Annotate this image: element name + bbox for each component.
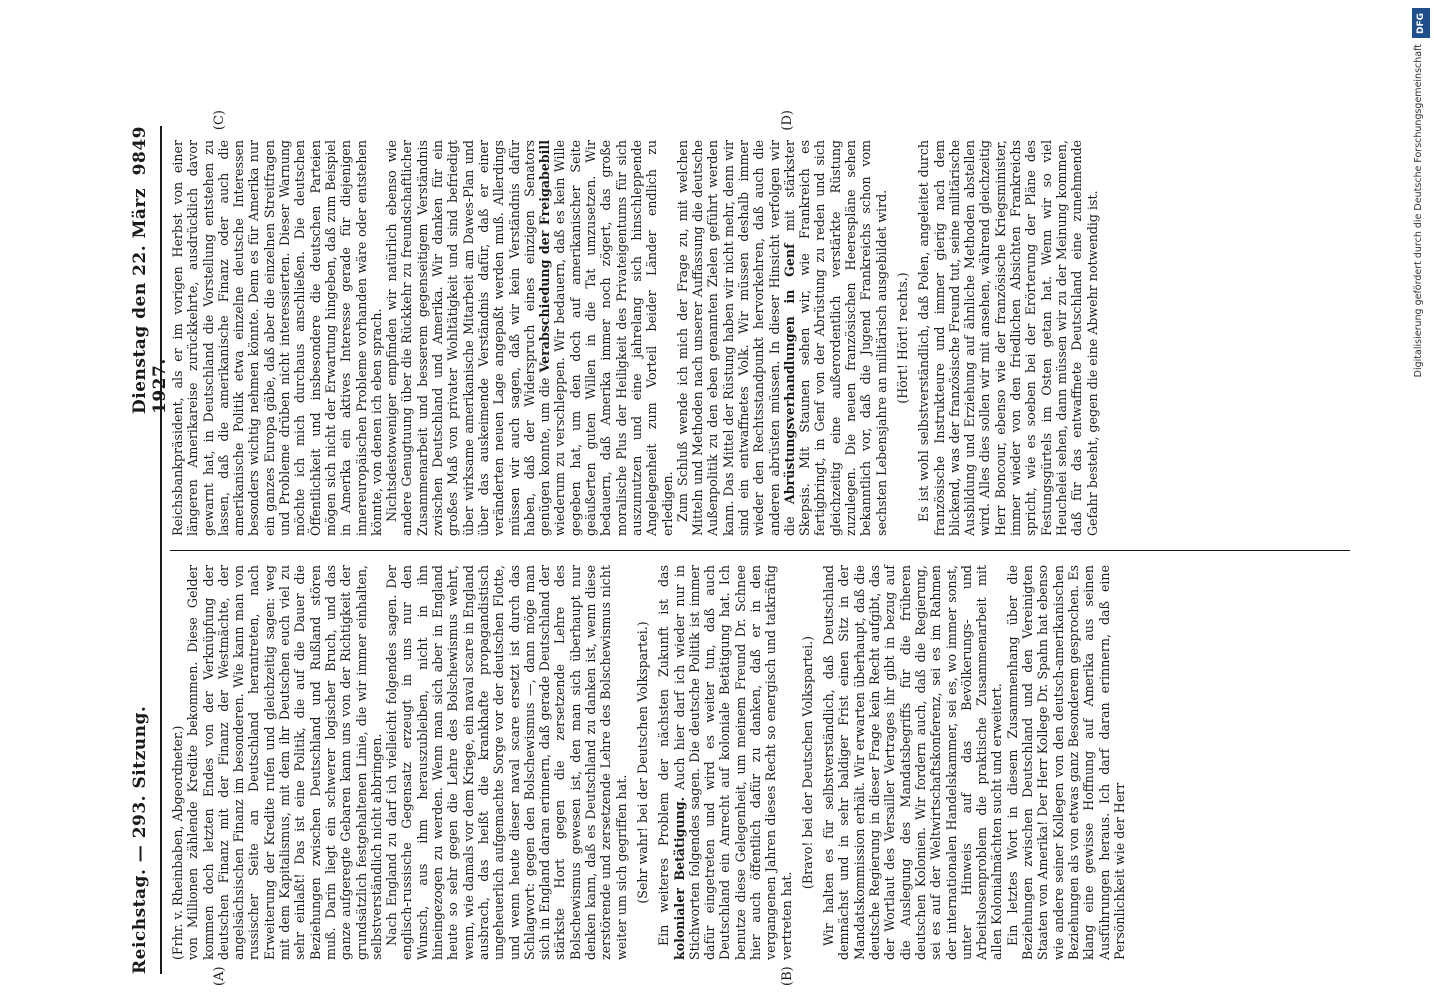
paragraph: Zum Schluß wende ich mich der Frage zu, mit welchen Mitteln und Methoden nach unserer Auffassung die deutsche Außenpolitik zu den eben genannten Zielen geführt werden kann. Das Mittel der Rüstung haben wir nicht mehr, denn wir sind ein entwaffnetes Volk. Wir müssen deshalb immer wieder den Rechtsstandpunkt hervorkehren, daß auch die anderen abrüsten müssen. In dieser Hinsicht verfolgen wir die Abrüstungsverhandlungen in Genf mit stärkster Skepsis. Mit Staunen sehen wir, wie Frankreich es fertigbringt, in Genf von der Abrüstung zu reden und sich gleichzeitig eine außerordentlich verstärkte Rüstung zuzulegen. Die neuen französischen Heerespläne sehen bekanntlich vor, daß die Jugend Frankreichs schon vom sechsten Lebensjahre an militärisch ausgebildet wird. — [674, 140, 889, 536]
margin-marker-d: (D) — [780, 110, 795, 131]
page-number: 9849 — [130, 126, 150, 176]
text-columns — [170, 126, 1350, 974]
interjection: (Sehr wahr! bei der Deutschen Volkspartei.) — [634, 621, 650, 904]
right-column — [170, 126, 1350, 550]
paragraph: Reichsbankpräsident, als er im vorigen Herbst von einer längeren Amerikareise zurückkehrte, ausdrücklich davor gewarnt hat, in Deutschland die Vorstellung entstehen zu lassen, daß die amerikanische Finanz oder auch die amerikanische Politik etwa einzelne deutsche Interessen besonders wichtig nehmen könnte. Denn es für Amerika nur ein ganzes Europa gäbe, daß aber die einzelnen Streitfragen und Probleme drüben nicht interessierten. Dieser Warnung möchte ich mich durchaus anschließen. Die deutschen Öffentlichkeit und insbesondere die deutschen Parteien mögen sich nicht der Erwartung hingeben, daß zum Beispiel in Amerika ein aktives Interesse gerade für diejenigen innereuropäischen Probleme vorhanden wäre oder entstehen könnte, von denen ich eben sprach. — [170, 140, 384, 536]
margin-marker-a: (A) — [212, 966, 227, 986]
paragraph: von Millionen zählende Kredite bekommen. Diese Gelder kommen doch letzten Endes von der Verknüpfung der deutschen Finanz mit der Finanz der Westmächte, der angelsächsischen Finanz im besonderen. Wie kann man von russischer Seite an Deutschland herantreten, nach Erweiterung der Kredite rufen und gleichzeitig sagen: weg mit dem Kapitalismus, mit dem ihr Deutschen euch viel zu sehr einlaßt! Das ist eine Politik, die auf die Dauer die Beziehungen zwischen Deutschland und Rußland stören muß. Darin liegt ein schwerer logischer Bruch, und das ganze aufgeregte Gebaren kann uns von der Richtigkeit der grundsätzlich festgehaltenen Linie, die wir immer einhalten, selbstverständlich nicht abbringen. — [185, 565, 384, 960]
header-session: Reichstag. — 293. Sitzung. — [130, 705, 150, 974]
paragraph: Nichtsdestoweniger empfinden wir natürlich ebenso wie andere Genugtuung über die Rückkehr zu freundschaftlicher Zusammenarbeit und besserem gegenseitigem Verständnis zwischen Deutschland und Amerika. Wir danken für ein großes Maß von privater Wohltätigkeit und sind befriedigt über wirksame amerikanische Mitarbeit am Dawes-Plan und über das auskeimende Verständnis dafür, daß er einer veränderten neuen Lage angepaßt werden muß. Allerdings müssen wir auch sagen, daß wir kein Verständnis dafür haben, daß der Widerspruch eines einzigen Senators genügen konnte, um die Verabschiedung der Freigabebill wiederum zu verschleppen. Wir bedauern, daß es kein Wille gegeben hat, um den doch auf amerikanischer Seite geäußerten guten Willen in die Tat umzusetzen. Wir bedauern, daß Amerika immer noch zögert, das große moralische Plus der Heiligkeit des Privateigentums für sich auszunutzen und eine jahrelang sich hinschleppende Angelegenheit zum Vorteil beider Länder endlich zu erledigen. — [384, 140, 675, 536]
header-date: Dienstag den 22. März 1927. — [130, 187, 170, 414]
page-header — [120, 126, 170, 974]
margin-marker-b: (B) — [780, 966, 795, 986]
paragraph: Nach England zu darf ich vielleicht folgendes sagen. Der englisch-russische Gegensatz erzeugt in uns nur den Wunsch, aus ihm herauszubleiben, nicht in ihn hineingezogen zu werden. Wenn man sich aber in England heute so sehr gegen die Lehre des Bolschewismus wehrt, wenn, wie damals vor dem Kriege, ein naval scare in England ausbrach, das heißt die krankhafte propagandistisch ungeheuerlich aufgemachte Sorge vor der deutschen Flotte, und wenn heute dieser naval scare ersetzt ist durch das Schlagwort: gegen den Bolschewismus —, dann möge man sich in England daran erinnern, daß gerade Deutschland der stärkste Hort gegen die zersetzende Lehre des Bolschewismus gewesen ist, den man sich überhaupt nur denken kann, daß es Deutschland zu danken ist, wenn diese zerstörende und zersetzende Lehre des Bolschewismus nicht weiter um sich gegriffen hat. — [384, 565, 629, 960]
paragraph: Es ist wohl selbstverständlich, daß Polen, angeleitet durch französische Instrukteure und immer gierig nach dem blickend, was der französische Freund tut, seine militärische Ausbildung und Erziehung auf ähnliche Methoden abstellen wird. Alles dies sollen wir mit ansehen, während gleichzeitig Herr Boncour, ebenso wie der französische Kriegsminister, immer wieder von den friedlichen Absichten Frankreichs spricht, wie es soeben bei der Erörterung der Pläne des Festungsgürtels im Osten getan hat. Wenn wir so viel Heuchelei sehen, dann müssen wir zu der Meinung kommen, daß für das entwaffnete Deutschland eine zunehmende Gefahr besteht, gegen die eine Abwehr notwendig ist. — [916, 140, 1100, 536]
interjection: (Hört! Hört! rechts.) — [894, 272, 910, 404]
paragraph: Ein weiteres Problem der nächsten Zukunft ist das kolonialer Betätigung. Auch hier darf ich wieder nur in Stichworten folgendes sagen. Die deutsche Politik ist immer dafür eingetreten und wird es weiter tun, daß auch Deutschland ein Anrecht auf koloniale Betätigung hat. Ich benutze diese Gelegenheit, um meinem Freund Dr. Schnee hier auch öffentlich dafür zu danken, daß er in den vergangenen Jahren dieses Recht so energisch und tatkräftig vertreten hat. — [656, 565, 794, 960]
dfg-logo: DFG — [1412, 8, 1430, 38]
left-column — [170, 550, 1350, 974]
speaker-line: (Frhr. v. Rheinbaben, Abgeordneter.) — [170, 725, 185, 960]
margin-marker-c: (C) — [212, 110, 227, 131]
interjection: (Bravo! bei der Deutschen Volkspartei.) — [799, 635, 815, 890]
rotated-page — [120, 110, 1350, 986]
credit-text: Digitalisierung gefördert durch die Deutsche Forschungsgemeinschaft — [1413, 44, 1424, 378]
paragraph: Wir halten es für selbstverständlich, daß Deutschland demnächst und in sehr baldiger Frist einen Sitz in der Mandatskommission erhält. Wir erwarten überhaupt, daß die deutsche Regierung in dieser Frage kein Recht aufgibt, das der Wortlaut des Versailler Vertrages ihr gibt in bezug auf die Auslegung des Mandatsbegriffs für die früheren deutschen Kolonien. Wir fordern auch, daß die Regierung, sei es auf der Weltwirtschaftskonferenz, sei es im Rahmen der internationalen Handelskammer, sei es, wo immer sonst, unter Hinweis auf das Bevölkerungs- und Arbeitslosenproblem die praktische Zusammenarbeit mit allen Kolonialmächten sucht und erweitert. — [821, 565, 1005, 960]
digitization-credit — [1410, 8, 1432, 992]
paragraph: Ein letztes Wort in diesem Zusammenhang über die Beziehungen zwischen Deutschland und den Vereinigten Staaten von Amerika! Der Herr Kollege Dr. Spahn hat ebenso wie andere seiner Kollegen von den deutsch-amerikanischen Beziehungen als von etwas ganz Besonderem gesprochen. Es klang eine gewisse Hoffnung auf Amerika aus seinen Ausführungen heraus. Ich darf daran erinnern, daß eine Persönlichkeit wie der Herr — [1004, 565, 1127, 960]
